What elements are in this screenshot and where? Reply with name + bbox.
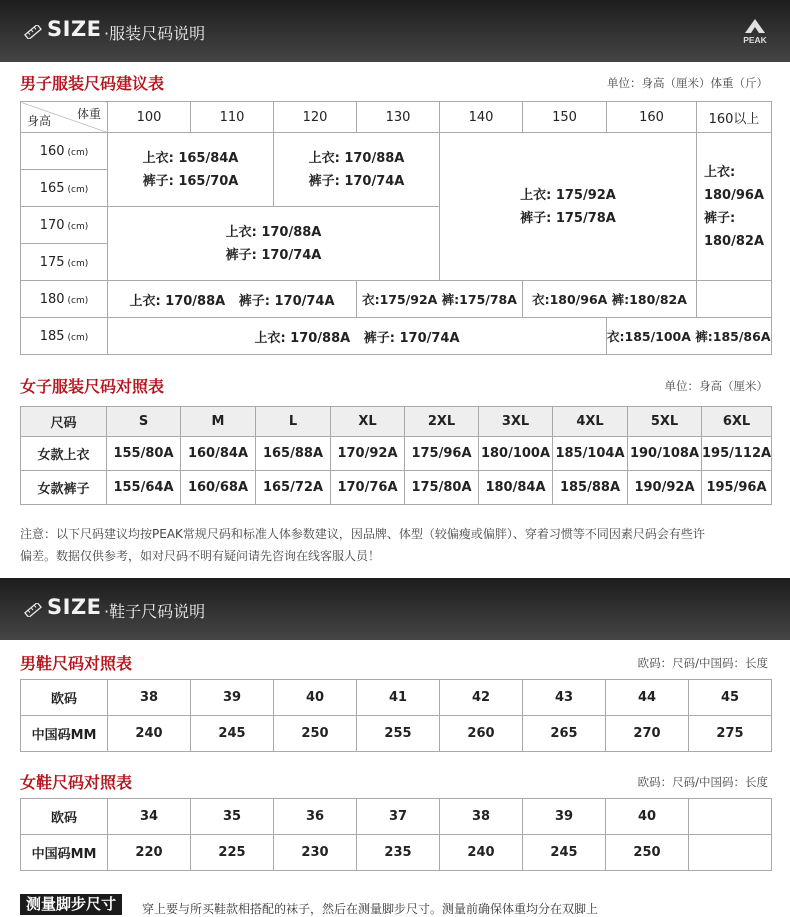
table-cell: 165/88A bbox=[256, 437, 331, 471]
height-label: 175 (cm) bbox=[21, 244, 108, 281]
header-cell: 2XL bbox=[405, 407, 479, 437]
women-header-row bbox=[21, 407, 772, 437]
table-cell: 180/84A bbox=[479, 471, 553, 505]
table-cell: 235 bbox=[357, 835, 440, 871]
women-clothing-table bbox=[20, 406, 772, 505]
table-cell: 44 bbox=[606, 680, 689, 716]
table-cell: 39 bbox=[191, 680, 274, 716]
table-cell: 160/84A bbox=[181, 437, 256, 471]
header-cell: 6XL bbox=[702, 407, 772, 437]
header-cell: XL bbox=[331, 407, 405, 437]
weight-header: 160以上 bbox=[697, 102, 772, 133]
size-cell: 上衣: 165/84A 裤子: 165/70A bbox=[108, 133, 274, 207]
table-row bbox=[21, 471, 772, 505]
men-shoes-title: 男鞋尺码对照表 bbox=[20, 654, 133, 673]
size-cell: 上衣: 170/88A 裤子: 170/74A bbox=[274, 133, 440, 207]
table-cell: 37 bbox=[357, 799, 440, 835]
women-shoes-table bbox=[20, 798, 772, 871]
header-cell: L bbox=[256, 407, 331, 437]
clothing-size-banner bbox=[0, 0, 790, 62]
men-shoes-unit: 欧码：尺码/中国码：长度 bbox=[637, 656, 768, 670]
banner-subtitle: ·服装尺码说明 bbox=[104, 24, 206, 43]
header-cell: 3XL bbox=[479, 407, 553, 437]
peak-logo bbox=[738, 18, 772, 46]
table-cell: 41 bbox=[357, 680, 440, 716]
height-label: 170 (cm) bbox=[21, 207, 108, 244]
table-cell: 190/108A bbox=[628, 437, 702, 471]
row-label: 欧码 bbox=[21, 680, 108, 716]
table-cell: 36 bbox=[274, 799, 357, 835]
height-label: 165 (cm) bbox=[21, 170, 108, 207]
ruler-icon bbox=[24, 24, 42, 43]
table-cell: 155/80A bbox=[107, 437, 181, 471]
size-cell: 上衣: 180/96A 裤子: 180/82A bbox=[697, 133, 772, 281]
table-cell: 155/64A bbox=[107, 471, 181, 505]
table-cell: 175/96A bbox=[405, 437, 479, 471]
weight-header: 130 bbox=[357, 102, 440, 133]
women-clothing-unit: 单位：身高（厘米） bbox=[664, 379, 768, 393]
corner-header bbox=[21, 102, 108, 133]
table-row bbox=[21, 835, 772, 871]
table-cell: 250 bbox=[274, 716, 357, 752]
table-cell: 170/76A bbox=[331, 471, 405, 505]
table-row bbox=[21, 716, 772, 752]
header-cell: M bbox=[181, 407, 256, 437]
men-shoes-table bbox=[20, 679, 772, 752]
table-cell: 265 bbox=[523, 716, 606, 752]
height-label: 185 (cm) bbox=[21, 318, 108, 355]
banner-subtitle: ·鞋子尺码说明 bbox=[104, 602, 206, 621]
row-label: 中国码MM bbox=[21, 835, 108, 871]
women-shoes-unit: 欧码：尺码/中国码：长度 bbox=[637, 775, 768, 789]
table-cell: 275 bbox=[689, 716, 772, 752]
men-clothing-table bbox=[20, 101, 772, 355]
table-row bbox=[21, 680, 772, 716]
weight-header: 110 bbox=[191, 102, 274, 133]
note-line: 注意：以下尺码建议均按PEAK常规尺码和标准人体参数建议，因品牌、体型（较偏瘦或偏胖）、穿着习惯等不同因素尺码会有些许 bbox=[20, 527, 705, 541]
table-cell: 38 bbox=[440, 799, 523, 835]
banner-size-text: SIZE bbox=[47, 595, 102, 619]
ruler-icon bbox=[24, 602, 42, 621]
table-cell: 34 bbox=[108, 799, 191, 835]
table-cell: 160/68A bbox=[181, 471, 256, 505]
table-cell: 43 bbox=[523, 680, 606, 716]
table-cell: 45 bbox=[689, 680, 772, 716]
table-cell: 165/72A bbox=[256, 471, 331, 505]
table-cell: 240 bbox=[108, 716, 191, 752]
size-cell: 衣:175/92A 裤:175/78A bbox=[357, 281, 523, 318]
header-cell: S bbox=[107, 407, 181, 437]
men-clothing-title: 男子服装尺码建议表 bbox=[20, 74, 165, 93]
table-cell: 35 bbox=[191, 799, 274, 835]
size-note bbox=[20, 523, 770, 567]
table-cell: 39 bbox=[523, 799, 606, 835]
table-cell: 185/104A bbox=[553, 437, 628, 471]
row-label: 中国码MM bbox=[21, 716, 108, 752]
size-cell: 上衣: 175/92A 裤子: 175/78A bbox=[440, 133, 697, 281]
note-line: 偏差。数据仅供参考，如对尺码不明有疑问请先咨询在线客服人员！ bbox=[20, 549, 381, 563]
table-cell: 38 bbox=[108, 680, 191, 716]
size-cell: 上衣: 170/88A 裤子: 170/74A bbox=[108, 318, 607, 355]
table-cell: 170/92A bbox=[331, 437, 405, 471]
peak-logo-text: PEAK bbox=[743, 35, 767, 45]
height-label: 180 (cm) bbox=[21, 281, 108, 318]
table-row bbox=[21, 437, 772, 471]
shoe-size-banner bbox=[0, 578, 790, 640]
empty-cell bbox=[697, 281, 772, 318]
table-cell: 185/88A bbox=[553, 471, 628, 505]
table-cell bbox=[689, 799, 772, 835]
corner-height-label: 身高 bbox=[27, 114, 52, 128]
weight-header: 100 bbox=[108, 102, 191, 133]
table-cell: 190/92A bbox=[628, 471, 702, 505]
corner-weight-label: 体重 bbox=[76, 107, 101, 121]
table-cell: 255 bbox=[357, 716, 440, 752]
table-row bbox=[21, 799, 772, 835]
size-cell: 衣:185/100A 裤:185/86A bbox=[607, 318, 772, 355]
header-cell: 5XL bbox=[628, 407, 702, 437]
header-cell: 尺码 bbox=[21, 407, 107, 437]
table-cell: 240 bbox=[440, 835, 523, 871]
measure-foot-text: 穿上要与所买鞋款相搭配的袜子，然后在测量脚步尺寸。测量前确保体重均分在双脚上 bbox=[142, 902, 599, 916]
peak-logo-icon bbox=[738, 18, 772, 36]
table-cell: 245 bbox=[523, 835, 606, 871]
table-cell: 250 bbox=[606, 835, 689, 871]
size-cell: 衣:180/96A 裤:180/82A bbox=[523, 281, 697, 318]
table-cell: 42 bbox=[440, 680, 523, 716]
table-cell: 245 bbox=[191, 716, 274, 752]
table-cell: 180/100A bbox=[479, 437, 553, 471]
table-cell: 40 bbox=[274, 680, 357, 716]
header-cell: 4XL bbox=[553, 407, 628, 437]
banner-size-text: SIZE bbox=[47, 17, 102, 41]
weight-header: 120 bbox=[274, 102, 357, 133]
height-label: 160 (cm) bbox=[21, 133, 108, 170]
row-label: 女款上衣 bbox=[21, 437, 107, 471]
table-cell: 175/80A bbox=[405, 471, 479, 505]
table-cell: 220 bbox=[108, 835, 191, 871]
size-cell: 上衣: 170/88A 裤子: 170/74A bbox=[108, 207, 440, 281]
weight-header: 140 bbox=[440, 102, 523, 133]
table-cell: 195/112A bbox=[702, 437, 772, 471]
table-cell: 260 bbox=[440, 716, 523, 752]
measure-foot-title: 测量脚步尺寸 bbox=[20, 894, 122, 915]
table-cell bbox=[689, 835, 772, 871]
table-cell: 195/96A bbox=[702, 471, 772, 505]
row-label: 欧码 bbox=[21, 799, 108, 835]
size-cell: 上衣: 170/88A 裤子: 170/74A bbox=[108, 281, 357, 318]
weight-header: 160 bbox=[607, 102, 697, 133]
table-cell: 270 bbox=[606, 716, 689, 752]
weight-header: 150 bbox=[523, 102, 607, 133]
table-cell: 225 bbox=[191, 835, 274, 871]
women-clothing-title: 女子服装尺码对照表 bbox=[20, 377, 165, 396]
men-clothing-unit: 单位：身高（厘米）体重（斤） bbox=[607, 76, 768, 90]
table-cell: 40 bbox=[606, 799, 689, 835]
table-cell: 230 bbox=[274, 835, 357, 871]
women-shoes-title: 女鞋尺码对照表 bbox=[20, 773, 133, 792]
row-label: 女款裤子 bbox=[21, 471, 107, 505]
